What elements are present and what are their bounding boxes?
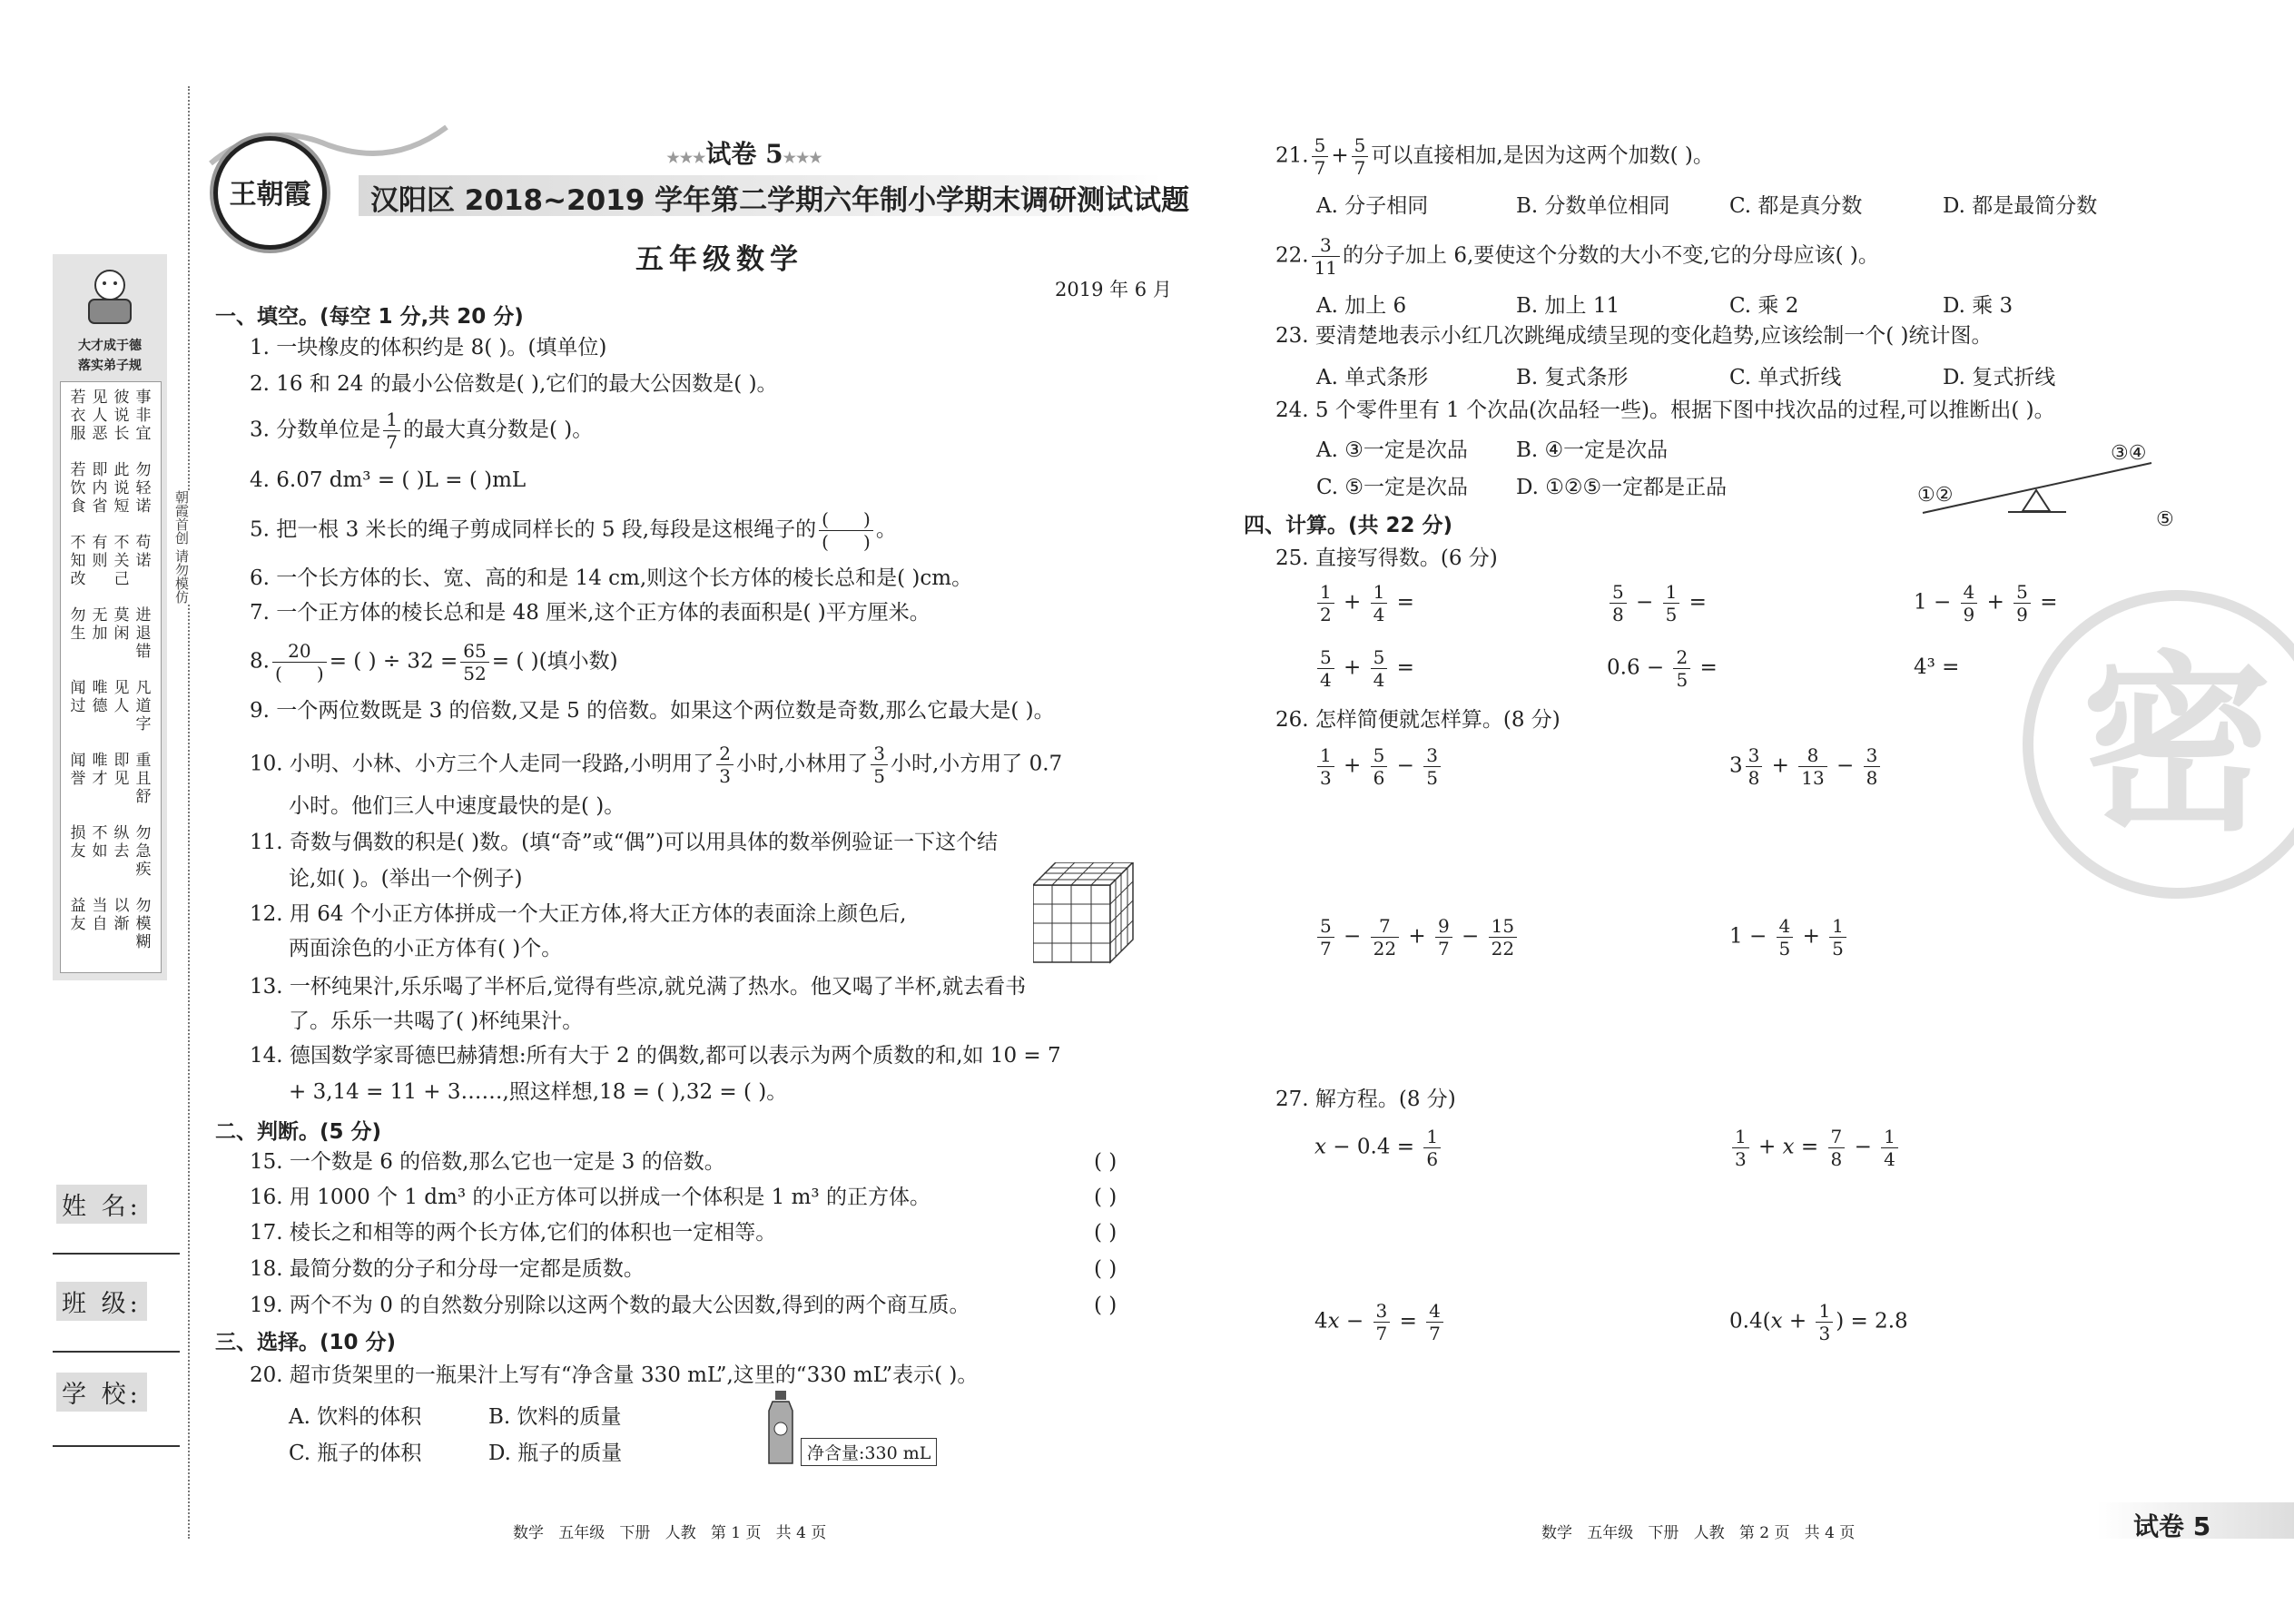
question-14: 14. 德国数学家哥德巴赫猜想:所有大于 2 的偶数,都可以表示为两个质数的和,如 10 = 7 [250, 1044, 1061, 1068]
motto-col: 重且舒 [135, 752, 152, 806]
question-9: 9. 一个两位数既是 3 的倍数,又是 5 的倍数。如果这个两位数是奇数,那么它最大是( )。 [250, 699, 1055, 723]
question-16: 16. 用 1000 个 1 dm³ 的小正方体可以拼成一个体积是 1 m³ 的正方体。 [250, 1186, 930, 1209]
subject-title: 五年级数学 [635, 243, 803, 276]
motto-col: 纵去 [113, 824, 130, 861]
answer-paren: ( ) [1094, 1150, 1117, 1174]
equation: x − 0.4 = $\frac{1}{6}$ [1314, 1126, 1443, 1170]
fraction: $\frac{20}{( )}$ [272, 640, 327, 684]
question-12-cont: 两面涂色的小正方体有( )个。 [289, 937, 563, 960]
question-4: 4. 6.07 dm³ = ( )L = ( )mL [250, 468, 527, 492]
expression: $\frac{1}{3}$ + $\frac{5}{6}$ − $\frac{3}{5}$ [1314, 744, 1443, 789]
bottle-label: 净含量:330 mL [801, 1438, 937, 1466]
motto-col: 损友 [70, 824, 86, 861]
motto-col: 莫闲 [113, 606, 130, 643]
option-d: D. 瓶子的质量 [488, 1442, 623, 1465]
fraction: $\frac{65}{52}$ [460, 640, 488, 684]
option-d: D. 都是最简分数 [1943, 194, 2098, 218]
question-13: 13. 一杯纯果汁,乐乐喝了半杯后,觉得有些凉,就兑满了热水。他又喝了半杯,就去看书 [250, 975, 1027, 999]
motto-col: 若饮食 [70, 461, 86, 516]
motto-col: 勿生 [70, 606, 86, 643]
expression: 1 − $\frac{4}{9}$ + $\frac{5}{9}$ = [1914, 581, 2058, 625]
question-10: 10. 小明、小林、小方三个人走同一段路,小明用了 $\frac{2}{3}$ 小时,小林用了 $\frac{3}{5}$ 小时,小方用了 0.7 [250, 743, 1063, 787]
option-b: B. ④一定是次品 [1516, 438, 1669, 462]
exam-title: 汉阳区 2018~2019 学年第二学期六年制小学期末调研测试试题 [370, 184, 1190, 217]
option-a: A. ③一定是次品 [1316, 438, 1468, 462]
motto-col: 不如 [92, 824, 108, 861]
motto-col: 闻誉 [70, 752, 86, 788]
star-icon: ★★★ [666, 149, 706, 166]
question-3: 3. 分数单位是 $\frac{1}{7}$ 的最大真分数是( )。 [250, 408, 594, 453]
motto-col: 苟诺 [135, 534, 152, 570]
fraction: $\frac{3}{5}$ [871, 743, 888, 787]
expression: $\frac{1}{2}$ + $\frac{1}{4}$ = [1314, 581, 1414, 625]
motto-col: 有则 [92, 534, 108, 570]
option-d: D. 乘 3 [1943, 294, 2013, 318]
option-c: C. ⑤一定是次品 [1316, 476, 1469, 499]
motto-col: 凡道字 [135, 679, 152, 733]
paper-tag: ★★★试卷 5★★★ [666, 139, 822, 169]
option-a: A. 加上 6 [1316, 294, 1407, 318]
cube-figure [1033, 862, 1137, 967]
motto-col: 唯才 [92, 752, 108, 788]
question-15: 15. 一个数是 6 的倍数,那么它也一定是 3 的倍数。 [250, 1150, 725, 1174]
section-choice: 三、选择。(10 分) [215, 1331, 397, 1354]
question-12: 12. 用 64 个小正方体拼成一个大正方体,将大正方体的表面涂上颜色后, [250, 902, 907, 926]
name-line [53, 1253, 180, 1255]
fraction: $\frac{2}{3}$ [716, 743, 733, 787]
question-21: 21. $\frac{5}{7}$ + $\frac{5}{7}$ 可以直接相加,是因为这两个加数( )。 [1275, 134, 1714, 179]
question-6: 6. 一个长方体的长、宽、高的和是 14 cm,则这个长方体的棱长总和是( )cm。 [250, 566, 973, 590]
motto-col: 无加 [92, 606, 108, 643]
answer-paren: ( ) [1094, 1257, 1117, 1281]
question-17: 17. 棱长之和相等的两个长方体,它们的体积也一定相等。 [250, 1221, 777, 1245]
option-d: D. ①②⑤一定都是正品 [1516, 476, 1728, 499]
fraction-blank: $\frac{( )}{( )}$ [819, 508, 873, 553]
question-7: 7. 一个正方体的棱长总和是 48 厘米,这个正方体的表面积是( )平方厘米。 [250, 601, 930, 625]
fraction: $\frac{3}{11}$ [1312, 234, 1340, 279]
motto-col: 即见 [113, 752, 130, 788]
motto-col: 不知改 [70, 534, 86, 588]
expression: 4³ = [1914, 655, 1960, 679]
section-judge: 二、判断。(5 分) [215, 1120, 382, 1144]
logo-text: 王朝霞 [229, 179, 311, 211]
question-22: 22. $\frac{3}{11}$ 的分子加上 6,要使这个分数的大小不变,它的分母应该( )。 [1275, 234, 1879, 279]
secret-stamp [2023, 590, 2294, 899]
school-label: 学 校: [56, 1373, 147, 1412]
expression: 0.6 − $\frac{2}{5}$ = [1607, 646, 1718, 691]
class-label: 班 级: [56, 1282, 147, 1321]
option-c: C. 乘 2 [1729, 294, 1799, 318]
expression: $\frac{5}{8}$ − $\frac{1}{5}$ = [1607, 581, 1707, 625]
motto-top: 大才成于德 [78, 339, 142, 353]
question-27: 27. 解方程。(8 分) [1275, 1088, 1456, 1111]
option-a: A. 饮料的体积 [289, 1405, 422, 1429]
question-26: 26. 怎样简便就怎样算。(8 分) [1275, 708, 1561, 732]
motto-col: 不关己 [113, 534, 130, 588]
option-d: D. 复式折线 [1943, 366, 2056, 389]
motto-text-block [65, 389, 156, 969]
motto-col: 勿模糊 [135, 897, 152, 951]
motto-col: 闻过 [70, 679, 86, 715]
motto-col: 勿轻诺 [135, 461, 152, 516]
option-a: A. 单式条形 [1316, 366, 1429, 389]
motto-col: 事非宜 [135, 389, 152, 443]
motto-col: 进退错 [135, 606, 152, 661]
motto-col: 此说短 [113, 461, 130, 516]
question-13-cont: 了。乐乐一共喝了( )杯纯果汁。 [289, 1009, 584, 1033]
motto-col: 即内省 [92, 461, 108, 516]
motto-panel [53, 254, 167, 980]
logo-badge [213, 136, 327, 250]
motto-col: 唯德 [92, 679, 108, 715]
scale-out-item: ⑤ [2156, 508, 2174, 531]
equation: 0.4(x + $\frac{1}{3}$ ) = 2.8 [1729, 1300, 1908, 1344]
question-24: 24. 5 个零件里有 1 个次品(次品轻一些)。根据下图中找次品的过程,可以推断出( )。 [1275, 399, 2055, 422]
question-20: 20. 超市货架里的一瓶果汁上写有“净含量 330 mL”,这里的“330 mL”表示( )。 [250, 1363, 979, 1387]
option-b: B. 复式条形 [1516, 366, 1629, 389]
class-line [53, 1351, 180, 1353]
motto-col: 益友 [70, 897, 86, 933]
expression: 1 − $\frac{4}{5}$ + $\frac{1}{5}$ [1729, 915, 1849, 960]
option-a: A. 分子相同 [1316, 194, 1429, 218]
name-label: 姓 名: [56, 1185, 147, 1224]
question-25: 25. 直接写得数。(6 分) [1275, 546, 1498, 570]
expression: $\frac{5}{7}$ − $\frac{7}{22}$ + $\frac{9}{7}$ − $\frac{15}{22}$ [1314, 915, 1520, 960]
stamp-char: 密 [2081, 635, 2272, 857]
motto-bottom: 落实弟子规 [78, 359, 142, 373]
answer-paren: ( ) [1094, 1186, 1117, 1209]
option-c: C. 都是真分数 [1729, 194, 1863, 218]
binding-dotted-line [188, 86, 190, 1539]
question-8: 8. $\frac{20}{( )}$ = ( ) ÷ 32 = $\frac{65}{52}$ = ( )(填小数) [250, 640, 618, 684]
question-19: 19. 两个不为 0 的自然数分别除以这两个数的最大公因数,得到的两个商互质。 [250, 1294, 970, 1317]
fraction: $\frac{5}{7}$ [1352, 134, 1369, 179]
question-11-cont: 论,如( )。(举出一个例子) [289, 867, 523, 891]
star-icon: ★★★ [783, 149, 822, 166]
motto-col: 见人恶 [92, 389, 108, 443]
margin-vertical-text: 朝霞首创 请勿模仿 [171, 490, 191, 604]
fraction: $\frac{1}{7}$ [383, 408, 400, 453]
motto-col: 勿急疾 [135, 824, 152, 879]
scale-right-items: ③④ [2111, 442, 2147, 465]
section-fill: 一、填空。(每空 1 分,共 20 分) [215, 305, 524, 329]
question-23: 23. 要清楚地表示小红几次跳绳成绩呈现的变化趋势,应该绘制一个( )统计图。 [1275, 324, 1993, 348]
page-footer-left: 数学 五年级 下册 人教 第 1 页 共 4 页 [513, 1524, 827, 1542]
school-line [53, 1445, 180, 1447]
motto-col: 以渐 [113, 897, 130, 933]
equation: $\frac{1}{3}$ + x = $\frac{7}{8}$ − $\frac{1}{4}$ [1729, 1126, 1901, 1170]
question-5: 5. 把一根 3 米长的绳子剪成同样长的 5 段,每段是这根绳子的 $\frac{( )}{( )}$ 。 [250, 508, 897, 553]
question-11: 11. 奇数与偶数的积是( )数。(填“奇”或“偶”)可以用具体的数举例验证一下这个结 [250, 831, 999, 854]
motto-col: 彼说长 [113, 389, 130, 443]
answer-paren: ( ) [1094, 1221, 1117, 1245]
section-calc: 四、计算。(共 22 分) [1244, 514, 1453, 537]
expression: 3 $\frac{3}{8}$ + $\frac{8}{13}$ − $\frac{3}{8}$ [1729, 744, 1883, 789]
equation: 4x − $\frac{3}{7}$ = $\frac{4}{7}$ [1314, 1300, 1446, 1344]
question-18: 18. 最简分数的分子和分母一定都是质数。 [250, 1257, 645, 1281]
motto-col: 若衣服 [70, 389, 86, 443]
footer-tag: 试卷 5 [2133, 1511, 2211, 1541]
option-c: C. 单式折线 [1729, 366, 1842, 389]
fraction: $\frac{5}{7}$ [1312, 134, 1329, 179]
option-b: B. 饮料的质量 [488, 1405, 622, 1429]
exam-date: 2019 年 6 月 [1055, 279, 1172, 300]
question-14-cont: + 3,14 = 11 + 3……,照这样想,18 = ( ),32 = ( )。 [289, 1080, 788, 1104]
page-footer-right: 数学 五年级 下册 人教 第 2 页 共 4 页 [1541, 1524, 1856, 1542]
question-10-cont: 小时。他们三人中速度最快的是( )。 [289, 794, 625, 818]
bottle-icon [767, 1391, 794, 1465]
question-1: 1. 一块橡皮的体积约是 8( )。(填单位) [250, 336, 607, 359]
option-c: C. 瓶子的体积 [289, 1442, 422, 1465]
expression: $\frac{5}{4}$ + $\frac{5}{4}$ = [1314, 646, 1414, 691]
cartoon-icon [80, 265, 140, 329]
option-b: B. 加上 11 [1516, 294, 1620, 318]
motto-col: 当自 [92, 897, 108, 933]
question-2: 2. 16 和 24 的最小公倍数是( ),它们的最大公因数是( )。 [250, 372, 778, 396]
option-b: B. 分数单位相同 [1516, 194, 1670, 218]
motto-col: 见人 [113, 679, 130, 715]
scale-left-items: ①② [1917, 484, 1954, 507]
answer-paren: ( ) [1094, 1294, 1117, 1317]
